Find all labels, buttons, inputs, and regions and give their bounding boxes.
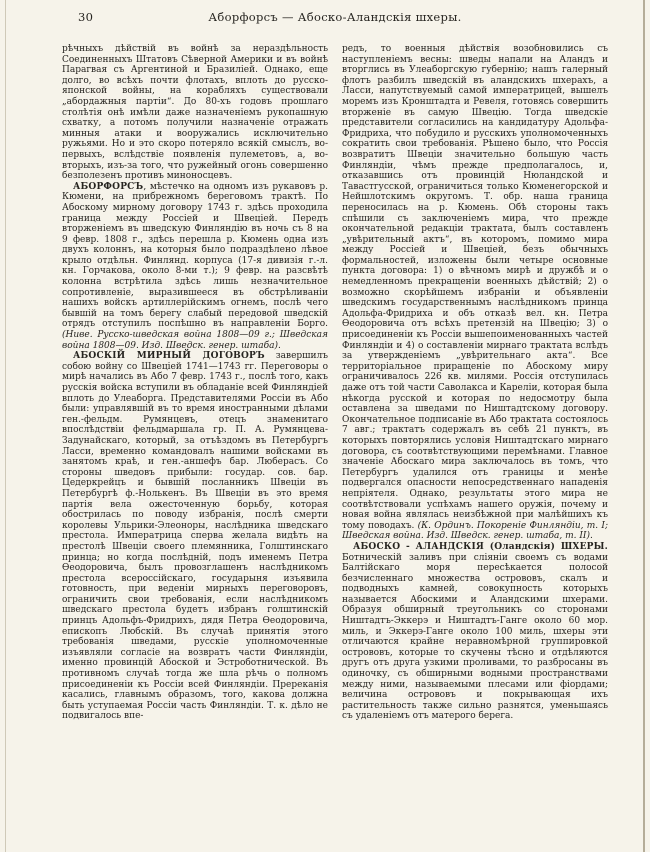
text-columns: [62, 44, 608, 834]
article-title: АБОСКО - АЛАНДСКІЯ (Оландскія) ШХЕРЫ.: [353, 541, 608, 552]
left-column: [62, 44, 328, 834]
article-aborfors: [62, 182, 328, 352]
article-text: завершилъ собою войну со Швеціей 1741—1743 гг. Переговоры о мирѣ начались въ Або 7 февр. 1743 г., послѣ того, какъ русскія войска вступили въ обладаніе всей Финляндіей вплоть до Улеаборга. Представителями Россіи въ Або были: управлявшій въ то время иностранными дѣлами ген.-фельдм. Румянцевъ, отецъ знаменитаго впослѣдствіи фельдмаршала гр. П. А. Румянцева-Задунайскаго, который, за отъѣздомъ въ Петербургъ Ласси, временно командовалъ нашими войсками въ занятомъ краѣ, и ген.-аншефъ бар. Люберасъ. Со стороны шведовъ прибыли: государ. сов. бар. Цедеркрейцъ и бывшій посланникъ Швеціи въ Петербургѣ ф.-Нолькенъ. Въ Швеціи въ это время партія вела ожесточенную борьбу, которая обострилась по поводу избранія, послѣ смерти королевы Ульрики-Элеоноры, наслѣдника шведскаго престола. Императрица сперва желала видѣть на престолѣ Швеціи своего племянника, Голштинскаго принца; но когда послѣдній, подъ именемъ Петра Ѳеодоровича, былъ провозглашенъ наслѣдникомъ престола всероссійскаго, государыня изъявила готовность, при веденіи мирныхъ переговоровъ, ограничить свои требованія, если наслѣдникомъ шведскаго престола будетъ избранъ голштинскій принцъ Адольфъ-Фридрихъ, дядя Петра Ѳеодоровича, епископъ Любскій. Въ случаѣ принятія этого требованія шведами, русскіе уполномоченные изъявляли согласіе на возвратъ части Финляндіи, именно провинцій Абоской и Эстроботнической. Въ противномъ случаѣ тогда же шла рѣчь о полномъ присоединеніи къ Россіи всей Финляндіи. Пререканія касались, главнымъ образомъ, того, какова должна быть уступаемая Россіи часть Финляндіи. Т. к. дѣло не подвигалось впе-: [62, 351, 328, 722]
page-number: 30: [78, 10, 94, 24]
article-abo-peace-treaty-continuation: [342, 44, 608, 542]
article-abo-peace-treaty: [62, 351, 328, 722]
article-reference: (К. Ординъ. Покореніе Финляндіи, т. I; Шведская война. Изд. Шведск. генер. штаба, т. II).: [342, 520, 608, 542]
page-header: [62, 10, 608, 28]
paragraph-text: редъ, то военныя дѣйствія возобновились съ наступленіемъ весны: шведы напали на Аландъ и вторглись въ Улеаборгскую губернію; нашъ галерный флотъ разбилъ шведскій въ аландскихъ шхерахъ, а Ласси, напутствуемый самой императрицей, вышелъ моремъ изъ Кронштадта и Ревеля, готовясь совершить вторженіе въ самую Швецію. Тогда шведскіе представители согласились на кандидатуру Адольфа-Фридриха, что побудило и русскихъ уполномоченныхъ сократить свои требованія. Рѣшено было, что Россія возвратитъ Швеціи значительно большую часть Финляндіи, чѣмъ прежде предполагалось, и, отказавшись отъ провинцій Нюландской и Тавастгусской, ограничиться только Кюменегорской и Нейшлотскимъ округомъ. Т. обр. наша граница переносилась на р. Кюмень. Обѣ стороны такъ спѣшили съ заключеніемъ мира, что прежде окончательной редакціи трактата, былъ составленъ „увѣрительный актъ“, въ которомъ, помимо мира между Россіей и Швеціей, безъ обычныхъ формальностей, изложены были четыре основные пункта договора: 1) о вѣчномъ мирѣ и дружбѣ и о немедленномъ прекращеніи военныхъ дѣйствій; 2) о возможно скорѣйшемъ избраніи и объявленіи шведскимъ государственнымъ наслѣдникомъ принца Адольфа-Фридриха и объ отказѣ вел. кн. Петра Ѳеодоровича отъ всѣхъ претензій на Швецію; 3) о присоединеніи къ Россіи вышепоименованныхъ частей Финляндіи и 4) о составленіи мирнаго трактата вслѣдъ за утвержденіемъ „увѣрительнаго акта“. Все территоріальное приращеніе по Абоскому миру ограничивалось 226 кв. милями. Россія отступилась даже отъ той части Саволакса и Кареліи, которая была нѣкогда русской и которая по недосмотру была оставлена за шведами по Ништадтскому договору. Окончательное подписаніе въ Або трактата состоялось 7 авг.; трактатъ содержалъ въ себѣ 21 пунктъ, въ которыхъ повторялись условія Ништадтскаго мирнаго договора, съ соотвѣтствующими перемѣнами. Главное значеніе Абоскаго мира заключалось въ томъ, что Петербургъ удалился отъ границы и менѣе подвергался опасности непосредственнаго нападенія непріятеля. Однако, результаты этого мира не соотвѣтствовали успѣхамъ нашего оружія, почему и новая война являлась неизбѣжной при малѣйшихъ къ тому поводахъ.: [342, 44, 608, 531]
article-abo-aland-skerries: [342, 542, 608, 722]
article-text: Ботническій заливъ при сліяніи своемъ съ водами Балтійскаго моря пересѣкается полосой безчисленнаго множества острововъ, скалъ и подводныхъ камней, совокупность которыхъ называется Абоскими и Аландскими шхерами. Образуя обширный треугольникъ со сторонами Ништадтъ-Эккерэ и Ништадтъ-Ганге около 60 мор. миль, и Эккерэ-Ганге около 100 миль, шхеры эти отличаются крайне неравномѣрной группировкой острововъ, которые то скучены тѣсно и отдѣляются другъ отъ друга узкими проливами, то разбросаны въ одиночку, съ обширными водными пространствами между ними, называемыми плесами или фіордами; величина острововъ и покрывающая ихъ растительность также сильно разнятся, уменьшаясь съ удаленіемъ отъ матерого берега.: [342, 552, 608, 722]
article-text: , мѣстечко на одномъ изъ рукавовъ р. Кюмени, на прибрежномъ береговомъ трактѣ. По Абоскому мирному договору 1743 г. здѣсь проходила граница между Россіей и Швеціей. Передъ вторженіемъ въ шведскую Финляндію въ ночь съ 8 на 9 февр. 1808 г., здѣсь перешла р. Кюмень одна изъ двухъ колоннъ, на которыя было подраздѣлено лѣвое крыло отдѣльн. Финлянд. корпуса (17-я дивизія г.-л. кн. Горчакова, около 8-ми т.); 9 февр. на разсвѣтѣ колонна встрѣтила здѣсь лишь незначительное сопротивленіе, выразившееся въ обстрѣливаніи нашихъ войскъ артиллерійскимъ огнемъ, послѣ чего бывшій на томъ берегу слабый передовой шведскій отрядъ отступилъ поспѣшно въ направленіи Борго.: [62, 181, 328, 330]
paragraph-abordage-continuation: [62, 44, 328, 182]
article-reference: (Ниве. Русско-шведская война 1808—09 г.; Шведская война 1808—09. Изд. Шведск. генер. штаба).: [62, 330, 328, 351]
right-column: [342, 44, 608, 834]
article-title: АБОСКІЙ МИРНЫЙ ДОГОВОРЪ: [73, 351, 265, 362]
paragraph-text: рѣчныхъ дѣйствій въ войнѣ за нераздѣльность Соединенныхъ Штатовъ Сѣверной Америки и въ войнѣ Парагвая съ Аргентиной и Бразиліей. Однако, еще долго, во всѣхъ почти флотахъ, вплоть до русско-японской войны, на корабляхъ существовали „абордажныя партіи“. До 80-хъ годовъ прошлаго столѣтія онѣ имѣли даже назначеніемъ рукопашную схватку, а потомъ получили назначеніе отражать минныя атаки и вооружались исключительно ружьями. Но и это скоро потеряло всякій смыслъ, во-первыхъ, вслѣдствіе появленія пулеметовъ, а, во-вторыхъ, изъ-за того, что ружейный огонь совершенно безполезенъ противъ миноносцевъ.: [62, 44, 328, 182]
article-title: АБОРФОРСЪ: [73, 181, 144, 192]
running-title: Аборфорсъ — Абоско-Аландскія шхеры.: [208, 10, 462, 24]
